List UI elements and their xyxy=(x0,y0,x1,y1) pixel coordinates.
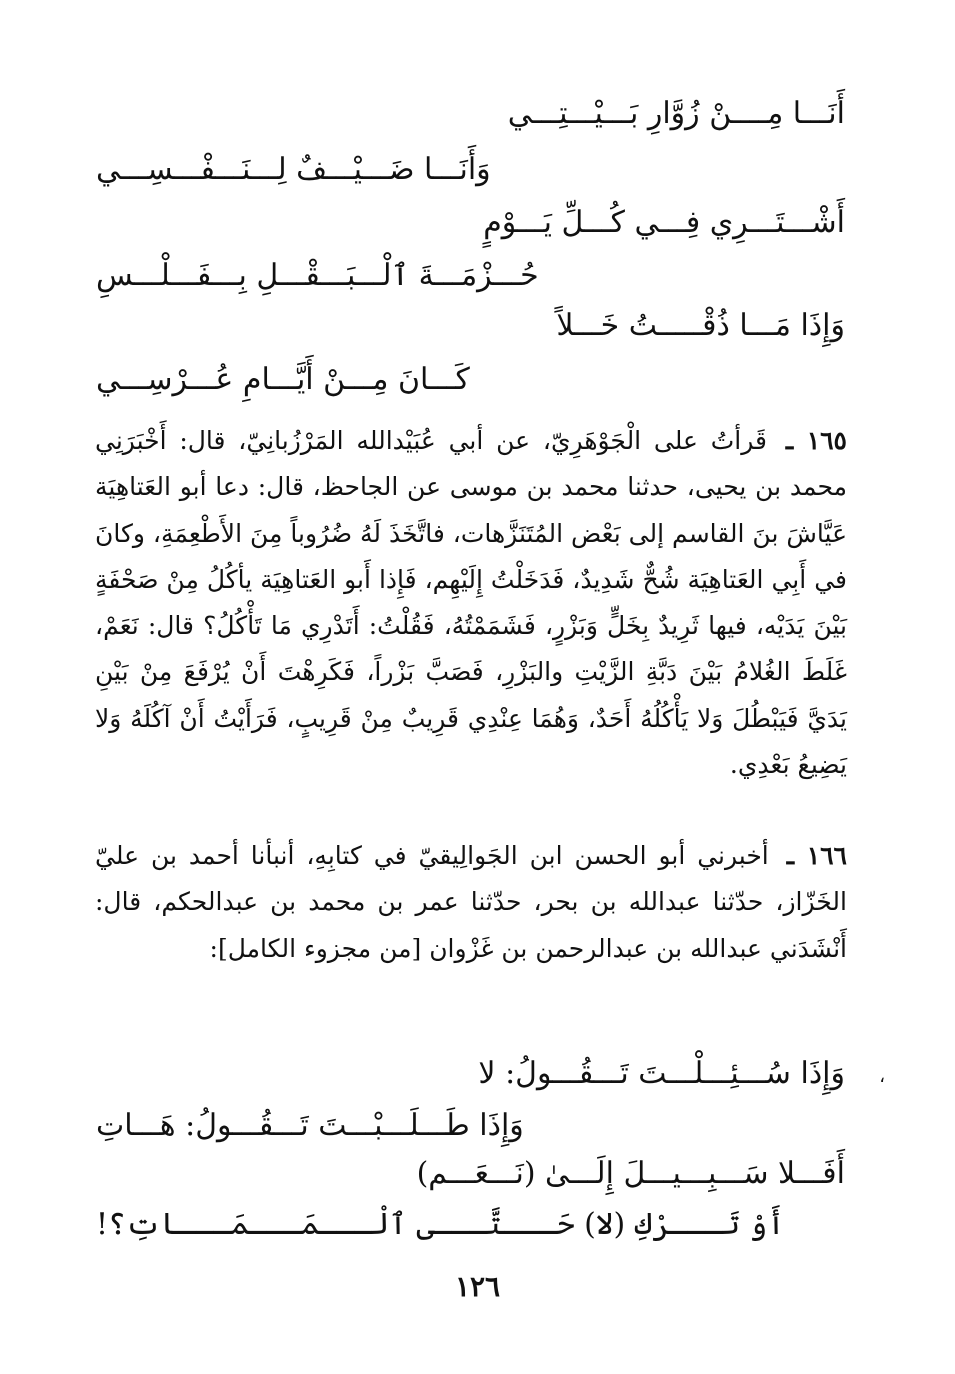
poem1-line-3: أَشْـــتَـــرِي فِـــي كُـــلِّ يَـــوْمٍ xyxy=(483,205,845,240)
margin-mark: ، xyxy=(879,1066,885,1087)
paragraph-166-text: أخبرني أبو الحسن ابن الجَوالِيقيّ في كتابِهِ، أنبأنا أحمد بن عليّ الخَزّاز، حدّثنا عبدالله بن بحر، حدّثنا عمر بن محمد بن عبدالحكم، قال: أَنْشَدَني عبدالله بن عبدالرحمن بن غَزْوان [من مجزوء الكامل]: xyxy=(95,841,847,963)
poem1-line-1: أَنَـــا مِــــنْ زُوَّارِ بَـــيْـــتِـــي xyxy=(507,96,845,131)
poem2-line-1: وَإِذَا سُـــئِـــلْـــتَ تَـــقُـــولُ: لا xyxy=(478,1056,845,1091)
paragraph-number-165: ١٦٥ ـ xyxy=(785,426,847,455)
paragraph-165 xyxy=(95,418,847,788)
paragraph-165-text: قَرأتُ على الْجَوْهَرِيّ، عن أبي عُبَيْدالله المَرْزُبانِيّ، قال: أَخْبَرَنِي محمد بن يحيى، حدثنا محمد بن موسى عن الجاحظ، قال: دعا أبو العَتاهِيَة عَيَّاشَ بنَ القاسم إلى بَعْض المُتَنَزَّهات، فاتَّخَذَ لَهُ ضُرُوباً مِنَ الأَطْعِمَةِ، وكانَ في أَبِي العَتاهِيَة شُحٌّ شَدِيدٌ، فَدَخَلْتُ إِلَيْهِم، فَإِذا أَبو العَتاهِيَة يأكُلُ مِنْ صَحْفَةٍ بَيْنَ يَدَيْه، فيها ثَرِيدٌ بِخَلٍّ وَبَزْرٍ، فَشَمَمْتُهُ، فَقُلْتُ: أَتَدْرِي مَا تَأْكُلُ؟ قال: نَعَمْ، غَلَطَ الغُلامُ بَيْنَ دَبَّةِ الزَّيْتِ والبَزْرِ، فَصَبَّ بَزْراً، فَكَرِهْتَ أَنْ يُرْفَعَ مِنْ بَيْنِ يَدَيَّ فَيَبْطُلَ وَلا يَأْكُلُهُ أَحَدٌ، وَهُمَا عِنْدِي قَرِيبٌ مِنْ قَرِيبٍ، فَرَأَيْتُ أَنْ آكُلَهُ وَلا يَضِيعُ بَعْدِي. xyxy=(95,426,847,780)
poem2-line-3: أَفَـــلا سَـــبِـــيـــلَ إِلَـــىٰ (نَـــعَـــم) xyxy=(416,1156,845,1191)
poem1-line-5: وَإِذَا مَـــا ذُقْـــــتُ خَـــلاً xyxy=(556,308,845,343)
paragraph-166 xyxy=(95,833,847,972)
poem1-line-4: حُـــزْمَـــةَ ٱلْـــبَـــقْـــلِ بِـــفَـــلْـــسِ xyxy=(96,258,539,293)
paragraph-number-166: ١٦٦ ـ xyxy=(786,841,847,870)
poem1-line-2: وَأَنَـــا ضَـــيْـــفٌ لِـــنَـــفْـــسِـــي xyxy=(96,152,491,187)
page-number: ١٢٦ xyxy=(454,1270,501,1303)
poem1-line-6: كَـــانَ مِـــنْ أَيَّـــامِ عُـــرْسِـــي xyxy=(96,362,470,397)
poem2-line-2: وَإِذَا طَـــلَـــبْـــتَ تَـــقُـــولُ: هَـــاتِ xyxy=(96,1108,524,1143)
poem2-line-4: أَوْ تَـــرْكِ (لا) حَـــتَّـــى ٱلْـــمَـــمَـــاتِ؟! xyxy=(96,1207,785,1242)
